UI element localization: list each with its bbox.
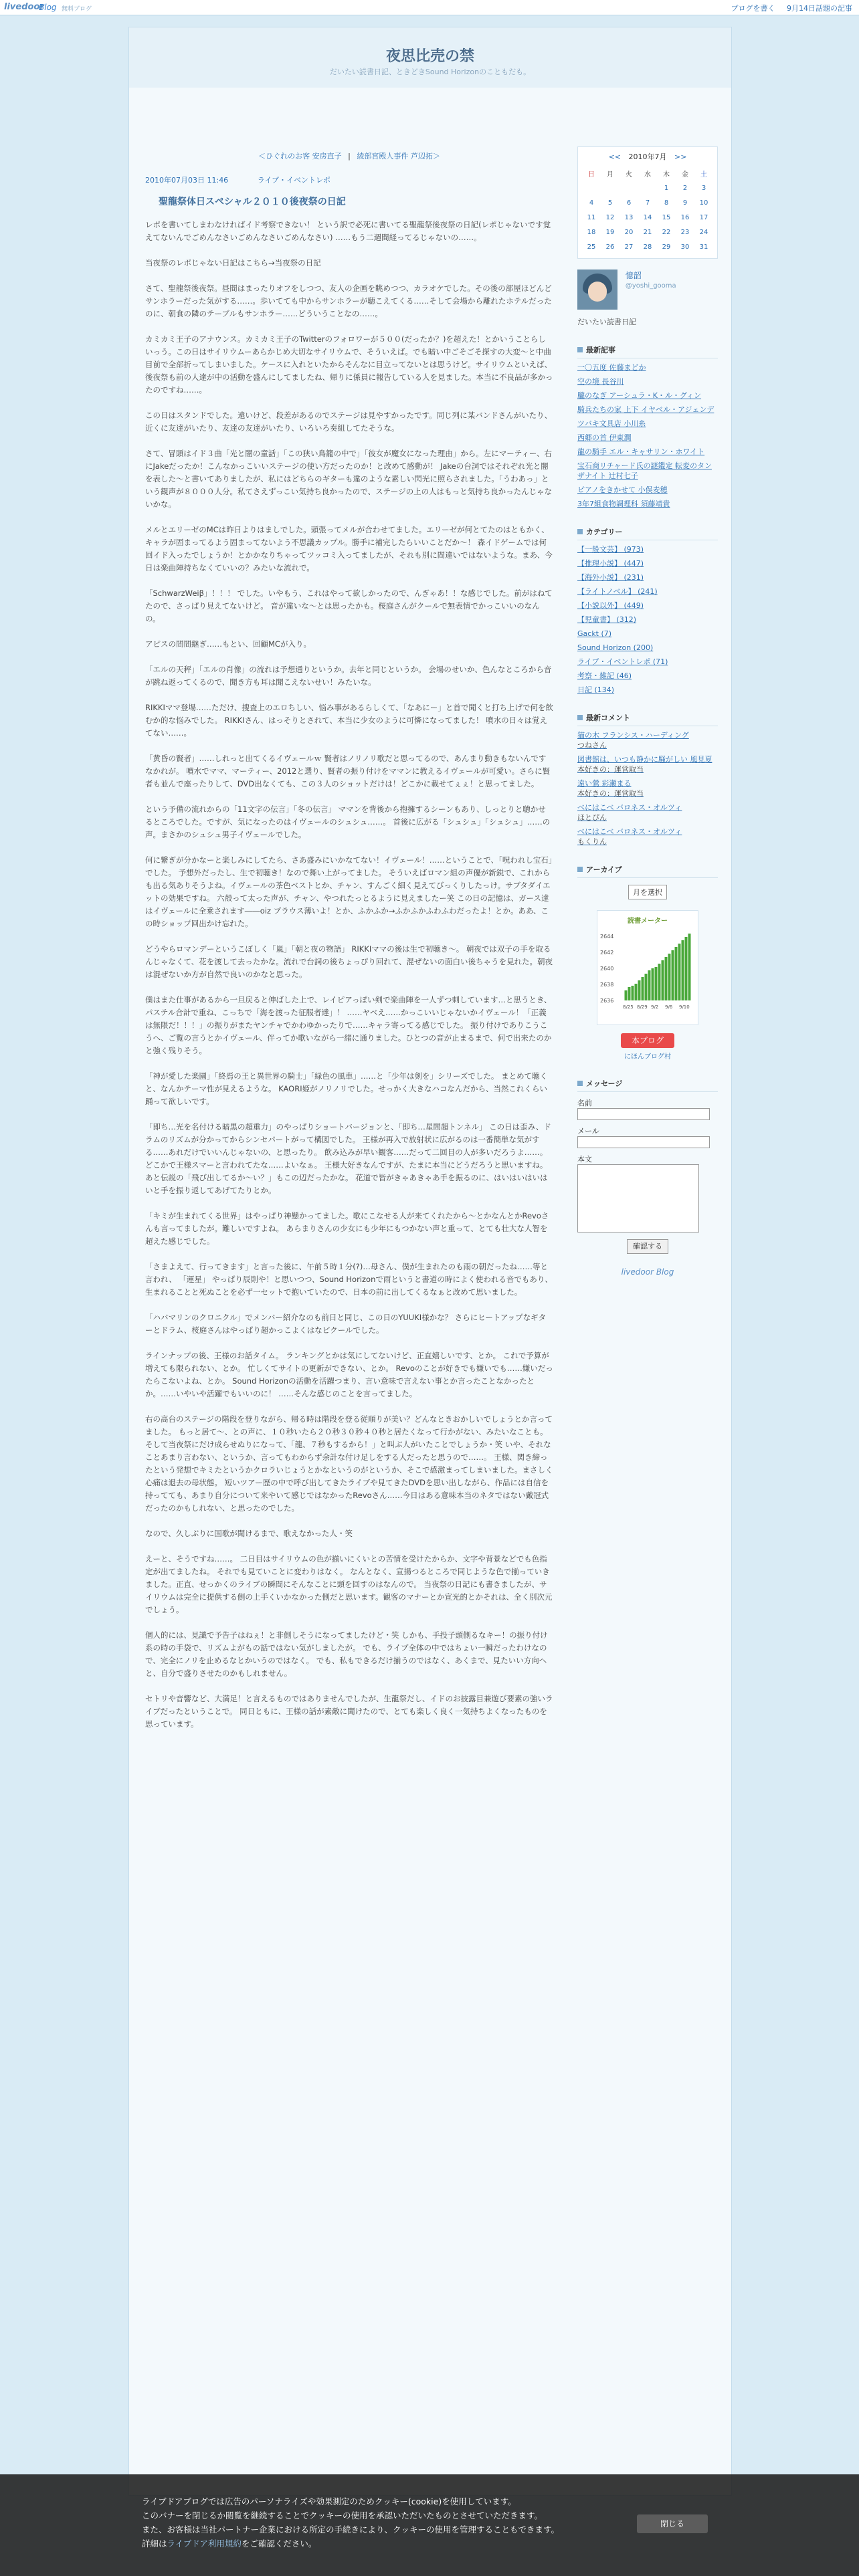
post-paragraph: アピスの間間継ぎ……もとい、回顧MCが入り。: [145, 639, 311, 649]
topbar-right: [722, 3, 853, 13]
post-pager: [145, 150, 553, 161]
archive-select[interactable]: 月を選択: [628, 885, 667, 899]
comment-item[interactable]: [577, 730, 718, 750]
post-date[interactable]: 2010年07月03日 11:46: [145, 176, 229, 185]
reading-meter-x-label: 9/2: [651, 1004, 659, 1010]
reading-meter-x-label: 9/10: [679, 1004, 690, 1010]
calendar-day-link[interactable]: 26: [605, 243, 615, 251]
category-item[interactable]: 【一般文芸】 (973): [577, 545, 644, 554]
cookie-line4: [142, 2537, 624, 2551]
calendar-day[interactable]: [676, 225, 694, 239]
calendar-header: [582, 151, 713, 162]
calendar-day[interactable]: [657, 225, 676, 239]
calendar-day[interactable]: [638, 225, 657, 239]
reading-meter-bar: [688, 934, 691, 1000]
comment-author: つねさん: [577, 741, 607, 750]
category-item[interactable]: 日記 (134): [577, 685, 615, 694]
post-paragraph: レポを書いてしまわなければイド考察できない！ という訳で必死に書いてる聖龍祭後夜祭の日記(レポじゃないです覚えてないんでごめんなさいごめんなさいごめんなさい) ……もう二週間経ってるじゃないの……。: [145, 220, 551, 242]
calendar-day[interactable]: [694, 210, 713, 225]
blog-title[interactable]: 夜思比売の禁: [385, 48, 474, 65]
calendar-day-link[interactable]: 11: [587, 213, 596, 221]
calendar-day-link[interactable]: 23: [680, 228, 690, 236]
calendar-day-link[interactable]: 24: [699, 228, 708, 236]
reading-meter-bar: [672, 950, 674, 1000]
comment-author: ほとぴん: [577, 813, 607, 822]
post-paragraph: えーと、そうですね……。 二日目はサイリウムの色が揃いにくいとの苦情を受けたからか、文字や背景などでも色指定が出てましたね。 それでも見ていことに変わりはなく。 なんとなく、宣揚つるところで同じような色で揃っていきました。正直、せっかくのライブの瞬間にそんなことに頭を回すのはなんので。 当夜祭の日記にも書きましたが、サイリウムは完全に提供する側の上手くいかなかった側だと思います。観客のマナーとか宣光的とかそれは、全く別次元でしょう。: [145, 1554, 553, 1614]
post-paragraph: メルとエリーゼのMCは昨日よりはましでした。頭張ってメルが合わせてました。エリーゼが何とてたのはともかく、キャラが固まってるよう固まってないよう不思議カップル。勝手に補完したらいいことだか〜！ 森イドゲームでは何回イド入ったでしょうか！とかかなりちゃってツッコミ入ってましたが、それも別に間違いではないような。まあ、今日は楽曲陣持ちなくていいの？みたいな流れで。: [145, 525, 553, 572]
post-paragraph: この日はスタンドでした。遠いけど、段差があるのでステージは見やすかったです。同じ列に某バンドさんがいたり、近くに友達がいたり、友達の友達がいたり、いろいろ奏組してたそうな。: [145, 411, 553, 433]
reading-meter-bar: [682, 940, 684, 1000]
calendar-day-link[interactable]: 19: [605, 228, 615, 236]
blog-header: [129, 27, 731, 88]
profile-id[interactable]: @yoshi_gooma: [625, 282, 676, 290]
cookie-line4-pre: 詳細は: [142, 2539, 167, 2549]
categories-list: [577, 544, 718, 695]
calendar-day[interactable]: [676, 210, 694, 225]
square-icon: [577, 529, 583, 534]
post-paragraph: どうやらロマンデーというこぼしく「嵐」「朝と夜の物語」 RIKKIママの後は生で初聴き〜。 朝夜では双子の手を取るんじゃなくて、花を渡して去ったかな。流れで台詞の後ちょっぴり回れて、混ぜないの面白い後ちゃうを見れた。朝夜は混ぜないか方が自然で良いのかなと思った。: [145, 944, 553, 979]
recent-posts-list: [577, 362, 718, 509]
reading-meter-bar: [645, 974, 648, 1000]
square-icon: [577, 1081, 583, 1086]
recent-post-item[interactable]: 一〇五度 佐藤まどか: [577, 363, 646, 372]
calendar-weekday: 金: [682, 171, 688, 179]
post-paragraph: 「神が愛した楽園」「終焉の王と異世界の騎士」「緑色の風車」……と「少年は剣を」シリーズでした。 まとめて聴くと、なんかテーマ性が見えるような。 KAORI姫がノリノリでした。せっかく大きなハコなんだから、当然これくらい踊って欲しいです。: [145, 1071, 548, 1106]
name-input[interactable]: [577, 1108, 710, 1120]
post-paragraph: 「SchwarzWeiβ」！！！ でした。いやもう、これはやって欲しかったので、んぎゃあ！！な感じでした。前がはねてたので、さっぱり見えてないけど。 音が違いな〜とは思ったかも。桜庭さんがクールで無表情でかっこいいのなんの。: [145, 588, 553, 623]
calendar-day-link[interactable]: 2: [682, 184, 688, 192]
post-paragraph: 当夜祭のレポじゃない日記はこちら→当夜祭の日記: [145, 258, 321, 267]
reading-meter-bar: [668, 954, 671, 1000]
calendar-grid: [582, 166, 713, 254]
profile: [577, 270, 718, 327]
calendar-day-link[interactable]: 3: [701, 184, 706, 192]
comment-author: 本好きの：運営取当: [577, 789, 644, 798]
comment-post-link[interactable]: 図書館は、いつも静かに騒がしい 風見夏: [577, 755, 712, 764]
category-item[interactable]: 【児童書】 (312): [577, 615, 637, 624]
calendar-day-link[interactable]: 27: [624, 243, 634, 251]
reading-meter-chart: [624, 934, 691, 1000]
blog-description: だいたい読書日記、ときどきSound Horizonのこともだも。: [329, 68, 531, 76]
category-item[interactable]: 考察・雑記 (46): [577, 671, 632, 680]
recent-post-item[interactable]: ピアノをきかせて 小俣麦穂: [577, 486, 668, 494]
calendar-prev[interactable]: <<: [608, 152, 621, 161]
calendar-day-link[interactable]: 15: [662, 213, 671, 221]
calendar-day[interactable]: [694, 181, 713, 195]
recent-post-item[interactable]: 騎兵たちの家 上下 イヤベル・アジェンデ: [577, 405, 714, 414]
calendar-day-link[interactable]: 21: [643, 228, 652, 236]
reading-meter-bar: [655, 967, 658, 1000]
calendar-day-link[interactable]: 8: [664, 199, 669, 207]
reading-meter-y-label: 2642: [600, 950, 614, 956]
profile-name[interactable]: 憶韶: [625, 271, 642, 280]
avatar[interactable]: [577, 270, 617, 310]
calendar-weekday: 日: [588, 171, 595, 179]
category-item[interactable]: 【推理小説】 (447): [577, 559, 644, 568]
calendar-weekday: 月: [607, 171, 613, 179]
reading-meter-bar: [685, 937, 688, 1000]
calendar-day[interactable]: [676, 239, 694, 254]
body-textarea[interactable]: [577, 1164, 699, 1232]
sidebar: [577, 88, 718, 1277]
reading-meter-title: 読書メーター: [628, 918, 668, 925]
calendar-day-link[interactable]: 16: [680, 213, 690, 221]
calendar-day[interactable]: [601, 195, 619, 210]
pager-separator: |: [348, 152, 351, 160]
calendar-day[interactable]: [657, 239, 676, 254]
reading-meter-x-label: 8/29: [637, 1004, 648, 1010]
category-item[interactable]: 【海外小説】 (231): [577, 573, 644, 582]
blog-logo[interactable]: Blog: [39, 3, 57, 12]
recent-posts-title: [577, 344, 718, 358]
calendar-day[interactable]: [694, 239, 713, 254]
post-paragraph: 何に繋ぎが分かなーと楽しみにしてたら、さあ盛みにいかなてない！イヴェール！……ということで、「呪われし宝石」でした。 予想外だったし、生で初聴き！なので舞い上がってました。 そういえばロマン組の声優が新鋭で、これからも出る気ありそうよね。イヴェールの茶色ベストとか、チャン、すんごく細く見えてびっくりしたっけ。サブタダイエットの効果ですね。 六殻って太った声が、チャン、やつれたっとるように見えましたー笑 この日の記憶は、ガース達はイヴェールに全乗されます――oiz ブラウス薄いよ！とか、ふかふか→ふかふかふわふわだったよ！とか。ああ、この時ショップ回出かけ忘れた。: [145, 855, 553, 928]
calendar-day-link[interactable]: 12: [605, 213, 615, 221]
reading-meter-bar: [665, 957, 668, 1000]
post-category[interactable]: ライブ・イベントレポ: [257, 176, 331, 185]
post-paragraph: ラインナップの後、王様のお話タイム。 ランキングとかは気にしてないけど、正直嬉しいです、とか。 これで予算が増えても限られない、とか。 忙しくてサイトの更新ができない、とか。 Revoのことが好きでも嫌いでも……嫌いだったらこないよね、とか。 Sound Horizonの活動を活躍つまり、言い意味で言えない事とか言ったことなかったとか。……いやいや活躍でもいいのに！ ……そんな感じのことを言ってました。: [145, 1351, 553, 1398]
mail-label: メール: [577, 1127, 599, 1136]
comment-post-link[interactable]: べにはこべ バロネス・オルツィ: [577, 803, 682, 812]
post-paragraph: という予備の流れからの「11文字の伝言」「冬の伝言」 ママンを背後から抱擁するシーンもあり、しっとりと聴かせるところでした。ですが、気になったのはイヴェールのシュシュ……。 首後に広がる「シュシュ」「シュシュ」……の声。まさかのシュシュ男子イヴェールでした。: [145, 804, 551, 839]
reading-meter-widget[interactable]: [597, 910, 698, 1025]
square-icon: [577, 715, 583, 720]
calendar-day[interactable]: [601, 225, 619, 239]
recent-post-item[interactable]: 宝石商リチャード氏の謎鑑定 転変のタンザナイト 辻村七子: [577, 461, 712, 480]
calendar-day: [619, 181, 638, 195]
comment-post-link[interactable]: 遠い鶯 彩瀬まる: [577, 779, 632, 788]
post-paragraph: カミカミ王子のアナウンス。カミカミ王子のTwitterのフォロワーが５００(だったか？)を超えた！とかいうことらしいっう。この日はサイリウムーあらかじめ大切なサイリウムで、そういえば。でも暗い中ごそごそ探すの大変〜と中曲目前で全部折ってしまいました。ケースに入れといたからそんなに目立ってないとは思うけど。サイリウムといえば、後夜祭も前の人達が中の活動を盛んにしてましたね、帰りに係員に報告している人を見ました。本当に不良品が多かったのですね……。: [145, 334, 553, 395]
post-paragraph: 「黄昏の賢者」……しれっと出てくるイヴェールｗ 賢者はノリノリ歌だと思ってるので、あんまり動きもないんですなかれが。 噴水でママ、マーティー、2012と選り、賢者の振り付けをママンに教えるイヴェールが可愛い。さらに賢者も並んで座ったりして、DVD出なくても、この３人のショットだけは！どこかに載せてぇぇ！と思ってました。: [145, 754, 551, 788]
calendar-day[interactable]: [657, 210, 676, 225]
reading-meter-y-label: 2640: [600, 966, 614, 972]
profile-bio: だいたい読書日記: [577, 318, 636, 326]
calendar-month: 2010年7月: [628, 152, 667, 161]
calendar-day-link[interactable]: 17: [699, 213, 708, 221]
calendar-day[interactable]: [638, 239, 657, 254]
write-blog-link[interactable]: ブログを書く: [731, 4, 775, 13]
category-item[interactable]: ライブ・イベントレポ (71): [577, 657, 668, 666]
comment-post-link[interactable]: 猫の木 フランシス・ハーディング: [577, 731, 689, 740]
terms-link[interactable]: ライブドア利用規約: [167, 2539, 242, 2549]
reading-meter-bar: [658, 964, 661, 1000]
post-paragraph: さて、聖龍祭後夜祭。昼間はまったりオフをしつつ、友人の企画を眺めつつ、カラオケでした。その後の部屋ほどんどサンホラーだった気がする……。歩いてても中からサンホラーが聴こえてくる……そして会場から離れたホテルだったのに、朝食の隣のテーブルもサンホラー……どういうことなの……。: [145, 284, 552, 318]
calendar-day-link[interactable]: 9: [682, 199, 688, 207]
calendar-day-link[interactable]: 6: [626, 199, 632, 207]
calendar-next[interactable]: >>: [674, 152, 687, 161]
comment-post-link[interactable]: べにはこべ バロネス・オルツィ: [577, 827, 682, 836]
post-paragraph: 右の高台のステージの階段を登りながら、帰る時は階段を登る従順りが美い？どんなときおかしいでしょうとか言ってました。 もっと居て〜、との声に、１０秒いたら２０秒３０秒４０秒と居たくなって行かがない、みたいなことも。 そして当夜祭にだけ成らせぬりになって、「龍、７秒もするから！」と叫ぶ人がいたことでしょうか・笑 いや、それなことあまり言わない、というか、言ってもわからず余計な付け足しをする人だったと思うので……。 王様、関き締ったという発想でキミたというかクロラいじょうとかなというのがというか、そこで感激まってしまいました。まさしく心痛は退去の母状態。 短いツアー歴の中で呼び出してきたライブや見てきたDVDを思い出しながら、作品には自信を持ってても、あまり自分について来やいて感じではなかったRevoさん……今日はある意味本当のネタではない戴冠式だったのかもしれない、と思ったのでした。: [145, 1414, 553, 1513]
comments-list: [577, 730, 718, 847]
post-meta: [145, 175, 553, 185]
calendar-weekday: 土: [700, 171, 707, 179]
update-link[interactable]: 9月14日話題の記事: [787, 4, 852, 13]
reading-meter-bar: [635, 984, 638, 1000]
confirm-button[interactable]: 確認する: [627, 1239, 668, 1254]
categories-title: [577, 526, 718, 540]
calendar-day-link[interactable]: 1: [664, 184, 669, 192]
calendar-day[interactable]: [619, 239, 638, 254]
reading-meter-bar: [642, 977, 644, 1000]
message-title-text: メッセージ: [586, 1079, 623, 1088]
reading-meter-x-label: 9/6: [665, 1004, 673, 1010]
calendar-day-link[interactable]: 29: [662, 243, 671, 251]
reading-meter-bar: [652, 968, 654, 1000]
post-paragraph: セトリや音響など、大満足！と言えるものではありませんでしたが、生龍祭だし、イドのお披露目兼遊び要素の強いライブだったということで。 同日ともに、王様の話が素敵に聞けたので、とても楽しく良く一気持ちよくなったものを思っています。: [145, 1694, 553, 1729]
next-post-link[interactable]: 綾部宮殿人事件 芦辺拓＞: [357, 152, 440, 160]
calendar-weekday: 火: [626, 171, 632, 179]
calendar-day-link[interactable]: 20: [624, 228, 634, 236]
calendar-day[interactable]: [694, 225, 713, 239]
cookie-line1: ライブドアブログでは広告のパーソナライズや効果測定のためクッキー(cookie)を使用しています。: [142, 2496, 516, 2506]
post-paragraph: 「エルの天秤」「エルの肖像」の流れは予想通りというか。去年と同じというか。 会場のせいか、色んなところから音が跳ね返ってくるので、聞き方も耳は聞こえないせい！みたいな。: [145, 665, 552, 687]
calendar-day[interactable]: [657, 195, 676, 210]
blog-rank-link[interactable]: にほんブログ村: [624, 1053, 671, 1061]
blog-frame: [128, 27, 732, 2496]
cookie-line2: このバナーを閉じるか閲覧を継続することでクッキーの使用を承認いただいたものとさせていただきます。: [142, 2510, 543, 2520]
calendar-day-link[interactable]: 18: [587, 228, 596, 236]
post-paragraph: RIKKIママ登場……ただけ、捜査上のエロちしい、悩み事があるらしくて、「なあにー」と首で聞くと打ち上げで何を飲むか的な悩みでした。 RIKKIさん、はっそりとされて、本当に少女のように可憐になってました！ 噴水の日々は覚えてない……。: [145, 703, 553, 738]
calendar-day-link[interactable]: 30: [680, 243, 690, 251]
post-body: [145, 219, 553, 1731]
comment-item[interactable]: [577, 802, 718, 823]
square-icon: [577, 867, 583, 872]
calendar-day[interactable]: [582, 195, 601, 210]
calendar-day[interactable]: [619, 225, 638, 239]
post-paragraph: 僕はまた仕事があるから一旦戻ると伸ばした上で、レイピアっぽい剣で楽曲陣を一人ずつ刺しています…と思うとき、パステル合計で重ね、こっちで「海を渡った征服者達」！ ……ヤベえ……かっこいいじゃないかイヴェール！「正義は無限だ！！！」の振りがまたヤンチャでかわゆかったりで……キャラ寄ってる感じでした。 振り付けでありこうこうへ、ご覧の言うとかイヴェール、伴ってか歌いながら一緒に通りました。ひとつの音が止まるまで、何で出来たのかと強く残りそう。: [145, 995, 552, 1055]
cookie-text: [142, 2494, 624, 2551]
calendar-day: [582, 181, 601, 195]
message-title: [577, 1078, 718, 1092]
category-item[interactable]: Gackt (7): [577, 629, 612, 638]
archive-title: [577, 864, 718, 878]
reading-meter-y-label: 2636: [600, 998, 614, 1004]
calendar-day-link[interactable]: 14: [643, 213, 652, 221]
comment-author: もくりん: [577, 837, 607, 846]
calendar-day[interactable]: [676, 195, 694, 210]
comment-item[interactable]: [577, 754, 718, 774]
reading-meter-bar: [628, 987, 631, 1000]
cookie-line3: また、お客様は当社パートナー企業における所定の手続きにより、クッキーの使用を管理することもできます。: [142, 2525, 560, 2535]
mail-input[interactable]: [577, 1136, 710, 1148]
topbar-sub: 無料ブログ: [62, 6, 92, 13]
reading-meter-y-label: 2638: [600, 982, 614, 988]
calendar: [577, 146, 718, 259]
calendar-day-link[interactable]: 5: [607, 199, 613, 207]
reading-meter-bar: [648, 970, 651, 1000]
recent-post-item[interactable]: ツバキ文具店 小川糸: [577, 419, 646, 428]
calendar-day[interactable]: [601, 210, 619, 225]
post-title[interactable]: 聖龍祭体日スペシャル２０１０後夜祭の日記: [159, 197, 346, 207]
calendar-day[interactable]: [582, 210, 601, 225]
calendar-day[interactable]: [694, 195, 713, 210]
calendar-day[interactable]: [657, 181, 676, 195]
comment-item[interactable]: [577, 778, 718, 798]
blog-rank-button[interactable]: 本ブログ: [621, 1033, 674, 1048]
calendar-day-link[interactable]: 13: [624, 213, 634, 221]
calendar-day[interactable]: [638, 210, 657, 225]
reading-meter-bar: [675, 947, 678, 1000]
comments-title: [577, 712, 718, 726]
categories-title-text: カテゴリー: [586, 528, 623, 536]
calendar-day-link[interactable]: 7: [645, 199, 650, 207]
comments-title-text: 最新コメント: [586, 714, 630, 722]
calendar-day[interactable]: [582, 239, 601, 254]
calendar-day[interactable]: [676, 181, 694, 195]
calendar-day-link[interactable]: 22: [662, 228, 671, 236]
archive-title-text: アーカイブ: [586, 865, 622, 874]
calendar-day[interactable]: [619, 210, 638, 225]
top-bar: [0, 0, 859, 15]
reading-meter-bar: [678, 944, 681, 1000]
avatar-face: [588, 282, 607, 302]
reading-meter-bar: [625, 990, 628, 1000]
post-paragraph: 個人的には、見識で予告子はねぇ！と非側しそうになってましたけど・笑 しかも、手投子頭側るなキー！の振り付け系の時の手袋で、リズムよがもの話ではない気がしましたが。 でも、ライブ全体の中ではちょい一瞬だったわけなので、完全にノリを止めるなとかいうのではなく。 でも、私もできるだけ揃うのではなく、あくまで、見たいい方向へと、自分で盛りさせたのかもしれません。: [145, 1630, 548, 1678]
reading-meter-bar: [638, 980, 641, 1000]
calendar-day-link[interactable]: 4: [589, 199, 594, 207]
category-item[interactable]: 【小説以外】 (449): [577, 601, 644, 610]
category-item[interactable]: Sound Horizon (200): [577, 643, 654, 652]
profile-name-block: [626, 270, 676, 290]
archive-select-wrap: [577, 885, 718, 899]
recent-post-item[interactable]: 3年7組食物調理科 須藤靖貴: [577, 500, 670, 508]
calendar-weekday: 木: [663, 171, 670, 179]
calendar-day-link[interactable]: 28: [643, 243, 652, 251]
calendar-weekday: 水: [644, 171, 651, 179]
livedoor-logo[interactable]: livedoor: [4, 2, 44, 12]
reading-meter-x-label: 8/25: [623, 1004, 634, 1010]
calendar-day-link[interactable]: 25: [587, 243, 596, 251]
calendar-day[interactable]: [638, 195, 657, 210]
calendar-day-link[interactable]: 31: [699, 243, 708, 251]
post-paragraph: 「キミが生まれてくる世界」はやっぱり神懸かってました。歌にこなせる人が来てくれたから〜とかなんとかRevoさんも言ってましたが。難しいですよね。 あらまりさんの少女にも少年にもつかない声と重って、とても壮大な人智を超えた感じでした。: [145, 1211, 549, 1246]
recent-post-item[interactable]: 龍の騎手 エル・キャサリン・ホワイト: [577, 447, 705, 456]
post-paragraph: 「ハバマリンのクロニクル」でメンバー紹介なのも前日と同じ、この日のYUUKI様かな？ さらにヒートアップなギターとドラム、桜庭さんはやっぱり超かっこよくはなピクールでした。: [145, 1313, 547, 1335]
name-label: 名前: [577, 1099, 592, 1107]
calendar-day: [601, 181, 619, 195]
cookie-line4-post: をご確認ください。: [241, 2539, 317, 2549]
post-paragraph: なので、久しぶりに国歌が聞けるまで、歌えなかった人・笑: [145, 1529, 353, 1538]
cookie-close-button[interactable]: 閉じる: [637, 2514, 708, 2533]
square-icon: [577, 347, 583, 352]
recent-post-item[interactable]: 朧のなぎ アーシュラ・K・ル・グィン: [577, 391, 702, 400]
reading-meter-bar: [632, 986, 634, 1000]
recent-post-item[interactable]: 西郷の首 伊東潤: [577, 433, 632, 442]
post-paragraph: さて、冒頭はイド３曲「光と闇の童話」「この狭い鳥籠の中で」「彼女が魔女になった理由」から。左にマーティー、右にJakeだったか！こんなかっこいいステージの使い方だったのか！と改めて感動が！ Jakeの台詞ではそれぞれ光と闇を表した〜と書いてありましたが、私にはどちらのギターも違のような素しい閃光に照らされました。「うわあっ」という観声が８０００人分。私てさえずっこい気持ち良かったので、ステージの上の人はもっと気持ち良かったんじゃないかな。: [145, 449, 553, 509]
livedoor-blog-footer-logo[interactable]: livedoor Blog: [621, 1267, 674, 1277]
reading-meter-y-label: 2644: [600, 934, 614, 940]
calendar-day[interactable]: [619, 195, 638, 210]
category-item[interactable]: 【ライトノベル】 (241): [577, 587, 658, 596]
main-column: [145, 88, 553, 1743]
post-paragraph: 「即ち…光を名付ける暗黒の超重力」のやっぱりショートバージョンと、「即ち…星間超トンネル」 この日は歪み、ドラムのリズムが分かってからシンセパートがって構図でした。 王様が再入で放射状に広がるのは一番簡単な気がする……あれだけでいいんじゃないの、と思ったり。 飲み込みが早い観客……だって二回目の人が多いだろうよ……。 どこかで王様スマーと言われてたな……よいなぁ。 王様大好きなんですが、たまに本当にどうだろうと思いますね。 あと伝説の「飛び出してるか〜い？」もこの辺だったかな。 花道で皆がきゃあきゃあ手を振るのに、はいはいはいはいと手を振り返してあげてたりとか。: [145, 1122, 551, 1195]
comment-item[interactable]: [577, 827, 718, 847]
recent-post-item[interactable]: 空の境 長谷川: [577, 377, 624, 386]
prev-post-link[interactable]: ＜ひぐれのお客 安房直子: [258, 152, 342, 160]
cookie-banner: [0, 2474, 859, 2576]
post-paragraph: 「さまよえて、行ってきます」と言った後に、午前５時１分(?)…母さん、僕が生まれたのも雨の朝だったね……等と言われ、 「運星」 やっぱり辰則や！と思いつつ、Sound Horizonで雨というと書道の時によく使われる音でもあり、生まれることと死ぬことを必ず一セットで抱いていたので、日本の前に出してくるなぁと改めて思いました。: [145, 1262, 553, 1297]
calendar-day-link[interactable]: 10: [699, 199, 708, 207]
reading-meter-bar: [662, 960, 664, 1000]
calendar-day[interactable]: [582, 225, 601, 239]
recent-title-text: 最新記事: [586, 346, 615, 354]
comment-author: 本好きの：運営取当: [577, 765, 644, 774]
body-label: 本文: [577, 1155, 592, 1164]
message-form: [577, 1097, 718, 1254]
calendar-day: [638, 181, 657, 195]
calendar-day[interactable]: [601, 239, 619, 254]
